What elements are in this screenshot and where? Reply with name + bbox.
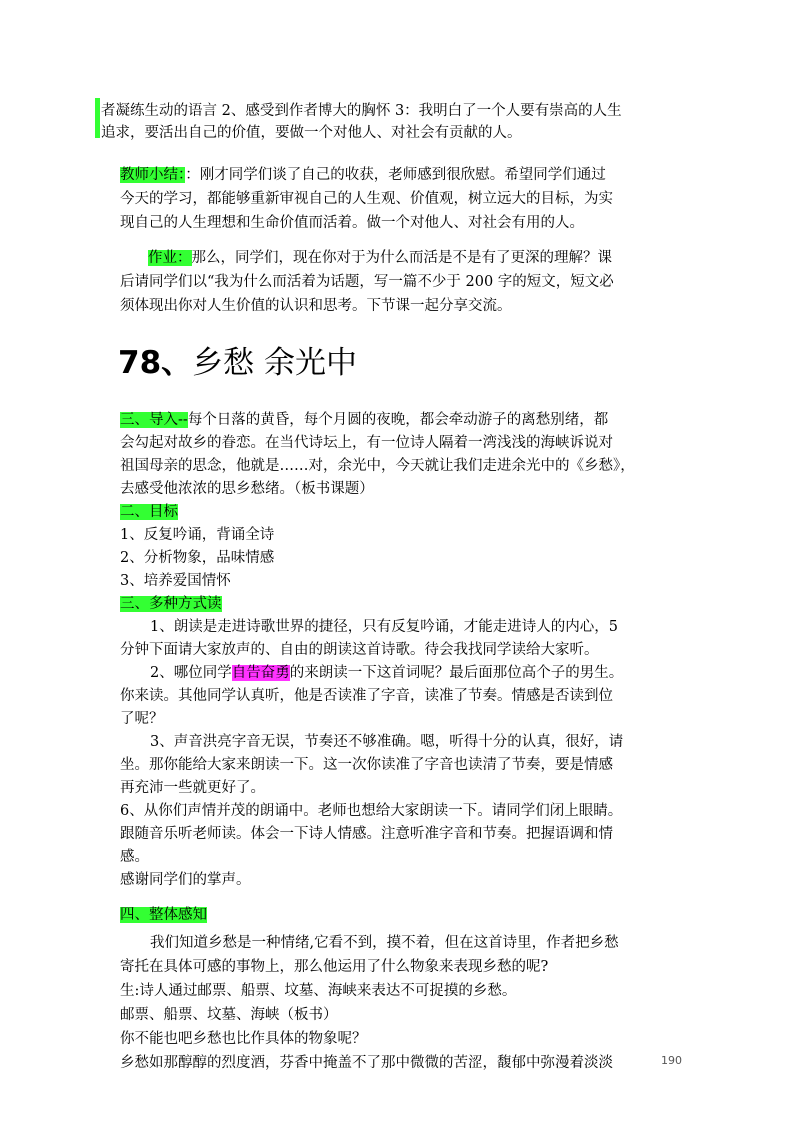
section4-line: 生:诗人通过邮票、船票、坟墓、海峡来表达不可捉摸的乡愁。: [120, 983, 517, 999]
section4-line: 邮票、船票、坟墓、海峡（板书）: [120, 1007, 338, 1023]
reading-line: 感谢同学们的掌声。: [120, 872, 251, 888]
reading-line: 跟随音乐听老师读。体会一下诗人情感。注意听准字音和节奏。把握语调和情: [120, 826, 613, 842]
homework-line: 作业：那么，同学们，现在你对于为什么而活是不是有了更深的理解？课: [148, 250, 612, 266]
goals-heading: 二、目标: [120, 504, 178, 520]
section4-heading: 四、整体感知: [120, 907, 207, 923]
section4-line: 你不能也吧乡愁也比作具体的物象呢？: [120, 1031, 367, 1047]
summary-line: 教师小结：：刚才同学们谈了自己的收获，老师感到很欣慰。希望同学们通过: [120, 167, 606, 183]
reading-line: 3、声音洪亮字音无误，节奏还不够准确。嗯，听得十分的认真，很好，请: [150, 734, 624, 750]
section3-line: 去感受他浓浓的思乡愁绪。（板书课题）: [120, 481, 374, 497]
reading-line: 感。: [120, 849, 149, 865]
reading-line: 了呢？: [120, 711, 164, 727]
reading-line: 分钟下面请大家放声的、自由的朗读这首诗歌。待会我找同学读给大家听。: [120, 642, 599, 658]
highlighted-phrase: 自告奋勇: [231, 665, 290, 681]
page-number: 190: [661, 1054, 682, 1067]
intro-line: 追求，要活出自己的价值，要做一个对他人、对社会有贡献的人。: [101, 125, 522, 141]
lesson-title: 78、乡愁 余光中: [118, 345, 357, 381]
reading-line: 坐。那你能给大家来朗读一下。这一次你读准了字音也读清了节奏，要是情感: [120, 757, 613, 773]
homework-line: 须体现出你对人生价值的认识和思考。下节课一起分享交流。: [120, 298, 512, 314]
intro-line: 者凝练生动的语言 2、感受到作者博大的胸怀 3：我明白了一个人要有崇高的人生: [101, 103, 622, 119]
goal-item: 2、分析物象，品味情感: [120, 550, 275, 566]
summary-line: 今天的学习，都能够重新审视自己的人生观、价值观，树立远大的目标，为实: [120, 191, 613, 207]
section3-line: 三、导入--每个日落的黄昏，每个月圆的夜晚，都会牵动游子的离愁别绪，都: [120, 412, 609, 428]
section3-line: 祖国母亲的思念，他就是……对，余光中，今天就让我们走进余光中的《乡愁》，: [120, 458, 635, 474]
section4-line: 寄托在具体可感的事物上，那么他运用了什么物象来表现乡愁的呢?: [120, 959, 549, 975]
section3-line: 会勾起对故乡的眷恋。在当代诗坛上，有一位诗人隔着一湾浅浅的海峡诉说对: [120, 435, 613, 451]
goal-item: 1、反复吟诵，背诵全诗: [120, 527, 275, 543]
summary-line: 现自己的人生理想和生命价值而活着。做一个对他人、对社会有用的人。: [120, 215, 584, 231]
homework-label: 作业：: [148, 250, 192, 266]
section4-line: 我们知道乡愁是一种情绪,它看不到，摸不着，但在这首诗里，作者把乡愁: [150, 935, 619, 951]
summary-label: 教师小结：: [120, 167, 186, 183]
reading-line: 2、哪位同学自告奋勇的来朗读一下这首词呢？最后面那位高个子的男生。: [150, 665, 624, 681]
section4-line: 乡愁如那醇醇的烈度酒，芬香中掩盖不了那中微微的苦涩，馥郁中弥漫着淡淡: [120, 1055, 613, 1071]
homework-line: 后请同学们以“我为什么而活着为话题，写一篇不少于 200 字的短文，短文必: [120, 274, 614, 290]
reading-line: 再充沛一些就更好了。: [120, 780, 265, 796]
margin-highlight-bar: [95, 98, 100, 138]
section3-heading: 三、导入--: [120, 412, 188, 428]
reading-line: 1、朗读是走进诗歌世界的捷径，只有反复吟诵，才能走进诗人的内心，5: [150, 619, 618, 635]
goal-item: 3、培养爱国情怀: [120, 573, 231, 589]
reading-heading: 三、多种方式读: [120, 596, 222, 612]
reading-line: 6、从你们声情并茂的朗诵中。老师也想给大家朗读一下。请同学们闭上眼睛。: [120, 803, 623, 819]
reading-line: 你来读。其他同学认真听，他是否读准了字音，读准了节奏。情感是否读到位: [120, 688, 613, 704]
